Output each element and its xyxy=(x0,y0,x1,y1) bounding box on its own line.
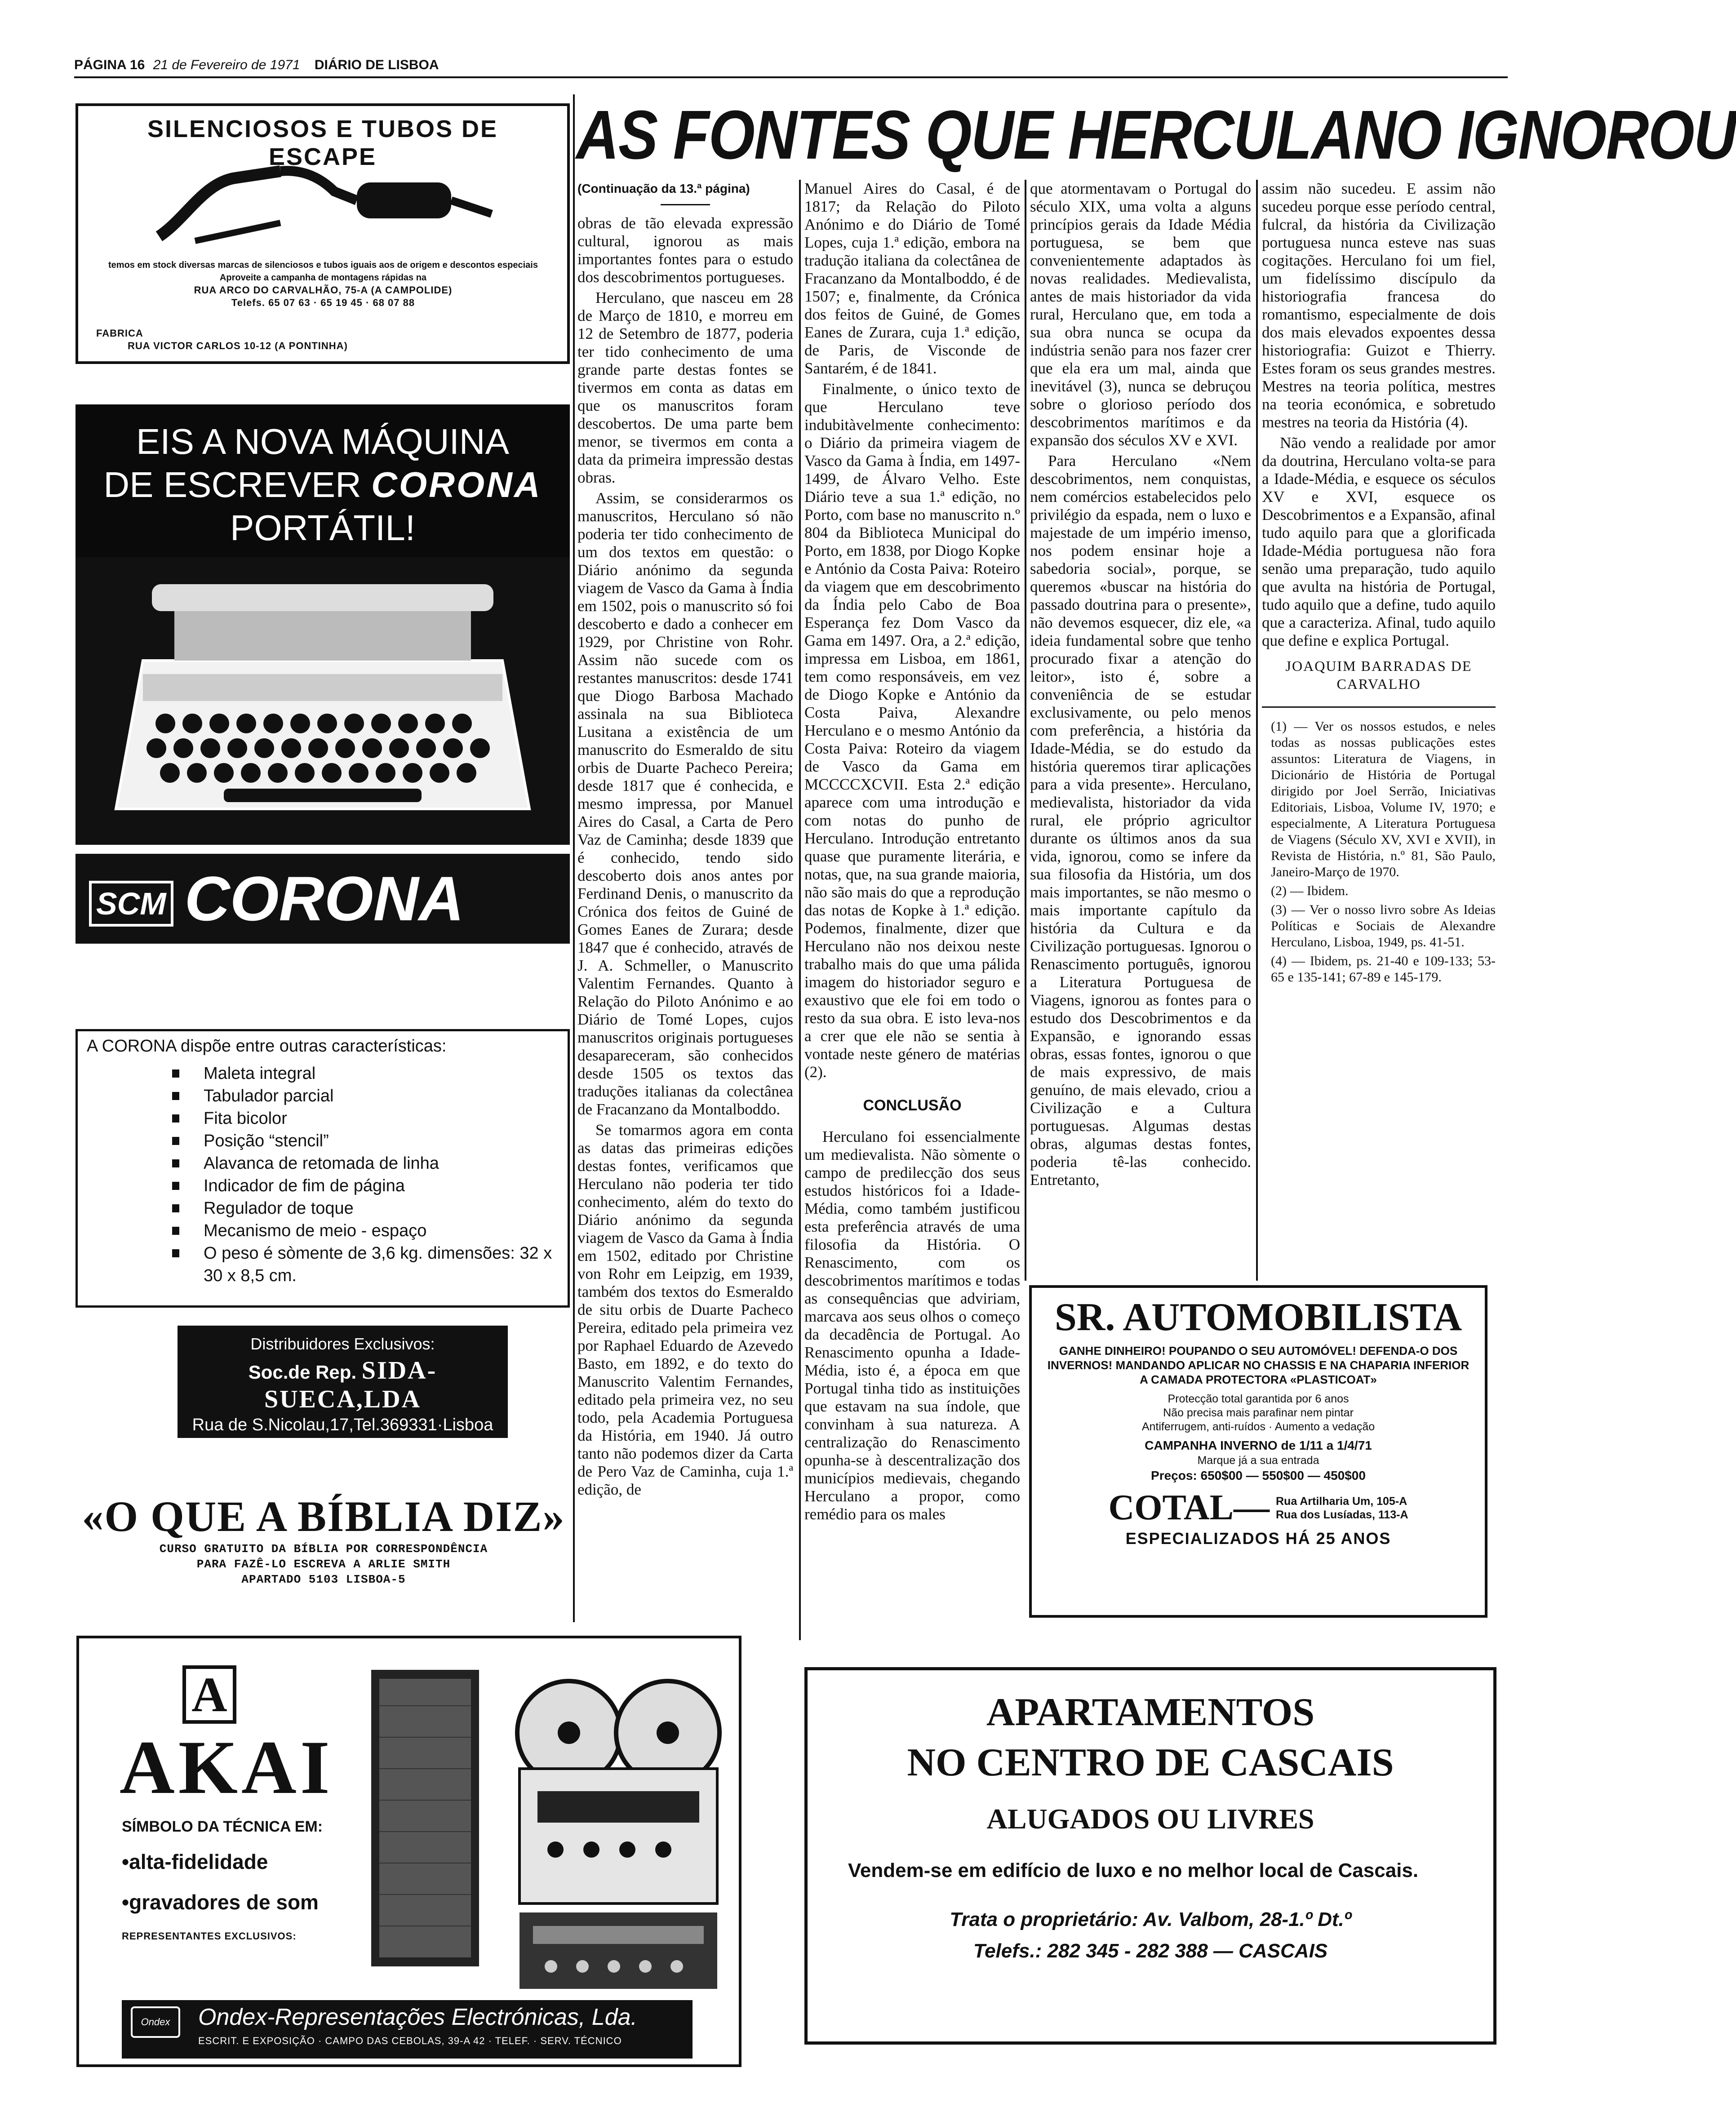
newspaper-name: DIÁRIO DE LISBOA xyxy=(314,58,439,72)
ad-auto-appointment: Marque já a sua entrada xyxy=(1197,1454,1319,1467)
article-paragraph: Não vendo a realidade por amor da doutrina, Herculano volta-se para a Idade-Média, e esquece os séculos XV e XVI, esquece os Descobrimentos e a Expansão, afinal tudo aquilo para que a glorificada Idade-Média portuguesa não fora senão uma preparação, tudo aquilo que avulta na história de Portugal, tudo aquilo que a define, tudo aquilo que a caracteriza. Afinal, tudo aquilo que define e explica Portugal. xyxy=(1262,434,1496,649)
column-rule xyxy=(1025,180,1026,1281)
feature-item: Posição “stencil” xyxy=(172,1130,559,1152)
article-paragraph: Para Herculano «Nem descobrimentos, nem conquistas, nem comércios estabelecidos pelo privilégio da espada, nem o luxo e majestade de um império imenso, nos podem ensinar hoje a sabedoria social», porque, se queremos «buscar na história do passado doutrina para o presente», não devemos esquecer, diz ele, «a ideia fundamental sobre que tenho procurado fixar a atenção do leitor», isto é, sobre a conveniência de se estudar exclusivamente, ou pelo menos com preferência, a história da Idade-Média, se do estudo da história queremos tirar aplicações para a vida presente». Herculano, medievalista, historiador da vida rural, ele próprio agricultor durante os últimos anos da sua vida, ignorou, como se infere da sua filosofia da História, um dos mais importantes, se não mesmo o mais importante capítulo da história da Cultura e da Civilização portuguesas. Ignorou o Renascimento português, ignorou a Literatura Portuguesa de Viagens, ignorou as fontes para o estudo dos Descobrimentos e da Expansão, e ignorando essas obras, essas fontes, ignorou o que de mais expressivo, de mais genuíno, de mais elevado, criou a Civilização e a Cultura portuguesas. Algumas destas obras, algumas destas fontes, poderia tê-las conhecido. Entretanto, xyxy=(1030,452,1251,1189)
ad-auto-campaign: CAMPANHA INVERNO de 1/11 a 1/4/71 xyxy=(1145,1438,1372,1452)
ad-biblia-line3: APARTADO 5103 LISBOA-5 xyxy=(241,1573,406,1586)
article-column-1 xyxy=(577,180,793,1501)
ad-apart-owner: Trata o proprietário: Av. Valbom, 28-1.º Dt.º xyxy=(950,1908,1351,1930)
page-date: 21 de Fevereiro de 1971 xyxy=(153,58,300,72)
article-paragraph: obras de tão elevada expressão cultural, ignorou as mais importantes fontes para o estudo dos descobrimentos portugueses. xyxy=(577,214,793,286)
ad-auto-line: Antiferrugem, anti-ruídos · Aumento a vedação xyxy=(1141,1420,1375,1433)
footnote: (2) — Ibidem. xyxy=(1271,883,1349,898)
footnote: (1) — Ver os nossos estudos, e neles todas as nossas publicações estes assuntos: Literatura de Viagens, in Dicionário de História de Portugal dirigido por Joel Serrão, Iniciativas Editoriais, Lisboa, Volume IV, 1970; e especialmente, A Literatura Portuguesa de Viagens (Século XV, XVI e XVII), in Revista de História, n.º 81, São Paulo, Janeiro-Março de 1970. xyxy=(1271,719,1496,879)
typewriter-photo xyxy=(75,557,570,845)
ad-auto-footer: ESPECIALIZADOS HÁ 25 ANOS xyxy=(1125,1529,1391,1548)
cotal-address: Rua Artilharia Um, 105-A xyxy=(1276,1495,1407,1508)
cotal-addresses xyxy=(1276,1495,1408,1522)
cotal-name: COTAL— xyxy=(1108,1488,1270,1527)
ad-apartamentos xyxy=(804,1667,1496,2045)
ad-biblia xyxy=(76,1492,571,1609)
ad-apart-body: Vendem-se em edifício de luxo e no melhor local de Cascais. xyxy=(848,1859,1419,1881)
akai-brand: AKAI xyxy=(120,1725,333,1810)
article-paragraph: Assim, se considerarmos os manuscritos, Herculano só não poderia ter tido conhecimento de um dos textos em questão: o Diário anónimo da segunda viagem de Vasco da Gama à Índia em 1502, pois o manuscrito só foi descoberto e dado a conhecer em 1929, por Christine von Rohr. Assim não sucede com os restantes manuscritos: desde 1741 que Diogo Barbosa Machado assinala na sua Biblioteca Lusitana a existência de um manuscrito do Esmeraldo de situ orbis de Duarte Pacheco Pereira; desde 1817 que é conhecida, e mesmo impressa, por Manuel Aires do Casal, a Carta de Pero Vaz de Caminha; desde 1839 que é conhecido, tendo sido descoberto dois anos antes por Ferdinand Denis, o manuscrito da Crónica dos feitos de Guiné de Gomes Eanes de Zurara; desde 1847 que é conhecido, através de J. A. Schmeller, o Manuscrito Valentim Fernandes. Quanto à Relação do Piloto Anónimo e ao Diário de Tomé Lopes, cujos manuscritos originais portugueses desapareceram, são conhecidos desde 1505 os textos das traduções italianas da colectânea de Fracanzano da Montalboddo. xyxy=(577,489,793,1118)
features-intro: A CORONA dispõe entre outras características: xyxy=(87,1037,447,1056)
article-paragraph: Manuel Aires do Casal, é de 1817; da Relação do Piloto Anónimo e do Diário de Tomé Lopes, cuja 1.ª edição, embora na tradução italiana da colectânea de Fracanzano da Montalboddo, é de 1507; e, finalmente, da Crónica dos feitos de Guiné, de Gomes Eanes de Zurara, cuja 1.ª edição, de Paris, de Visconde de Santarém, é de 1841. xyxy=(804,180,1020,377)
feature-item: Tabulador parcial xyxy=(172,1085,559,1107)
fabrica-label: FABRICA xyxy=(96,328,143,339)
ad-silenciosos-body xyxy=(96,259,550,309)
akai-item-hifi: •alta-fidelidade xyxy=(122,1850,268,1873)
ad-apart-contact xyxy=(808,1904,1493,1967)
ad-auto-prices: Preços: 650$00 — 550$00 — 450$00 xyxy=(1151,1469,1366,1482)
ad-corona-line2 xyxy=(75,463,570,506)
footnote: (4) — Ibidem, ps. 21-40 e 109-133; 53-65 e 135-141; 67-89 e 145-179. xyxy=(1271,954,1496,985)
article-column-4 xyxy=(1262,180,1496,988)
ad-biblia-line2: PARA FAZÊ-LO ESCREVA A ARLIE SMITH xyxy=(196,1557,451,1571)
akai-reps: REPRESENTANTES EXCLUSIVOS: xyxy=(122,1930,297,1942)
article-paragraph: que atormentavam o Portugal do século XIX, uma volta a alguns princípios gerais da Idade Média portuguesa, se bem que convenientemente adaptados às novas realidades. Medievalista, antes de mais historiador da vida rural, Herculano que, em toda a sua obra nunca se ocupa da indústria senão para nos fazer crer que ela era um mal, ainda que inevitável (3), nunca se debruçou sobre o glorioso período dos descobrimentos marítimos e da expansão dos séculos XV e XVI. xyxy=(1030,180,1251,449)
ad-corona-brand: CORONA xyxy=(371,465,542,505)
cotal-brand-block xyxy=(1043,1487,1473,1528)
speaker-cabinet-photo xyxy=(367,1665,484,1971)
ad-auto-line: Protecção total garantida por 6 anos xyxy=(1168,1393,1349,1405)
ad-corona-line1: EIS A NOVA MÁQUINA xyxy=(136,422,509,461)
feature-item: Mecanismo de meio - espaço xyxy=(172,1220,559,1242)
fabrica-address: RUA VICTOR CARLOS 10-12 (A PONTINHA) xyxy=(128,340,348,351)
exhaust-pipe-illustration xyxy=(132,151,501,250)
tape-recorder-photo xyxy=(506,1670,731,1993)
corona-logo-word: CORONA xyxy=(184,863,464,934)
column-rule xyxy=(573,94,575,1622)
page-header xyxy=(74,58,568,76)
akai-offices: ESCRIT. E EXPOSIÇÃO · CAMPO DAS CEBOLAS, 39-A 42 · TELEF. · SERV. TÉCNICO xyxy=(198,2035,622,2046)
article-subhead: CONCLUSÃO xyxy=(863,1097,962,1114)
dist-address: Rua de S.Nicolau,17,Tel.369331·Lisboa xyxy=(192,1415,493,1434)
column-rule xyxy=(799,180,801,1640)
page-number: PÁGINA 16 xyxy=(74,58,145,72)
article-signature: JOAQUIM BARRADAS DE CARVALHO xyxy=(1285,658,1472,692)
corona-logo xyxy=(75,854,570,944)
akai-representative-bar xyxy=(122,2000,693,2059)
ad-silenciosos-address: RUA ARCO DO CARVALHÃO, 75-A (A CAMPOLIDE) xyxy=(194,284,453,296)
ad-silenciosos-text: temos em stock diversas marcas de silenciosos e tubos iguais aos de origem e descontos especiais Aproveite a campanha de montagens rápidas na xyxy=(108,260,538,283)
ad-auto-line: Não precisa mais parafinar nem pintar xyxy=(1163,1407,1354,1419)
dist-label: Distribuidores Exclusivos: xyxy=(250,1335,435,1353)
ad-silenciosos-title: SILENCIOSOS E TUBOS DE ESCAPE xyxy=(147,115,498,170)
feature-item: Alavanca de retomada de linha xyxy=(172,1152,559,1175)
scm-logo-mark: SCM xyxy=(89,881,173,927)
footnote: (3) — Ver o nosso livro sobre As Ideias Políticas e Sociais de Alexandre Herculano, Lisboa, 1949, ps. 41-51. xyxy=(1271,902,1496,950)
ad-auto-sub: GANHE DINHEIRO! POUPANDO O SEU AUTOMÓVEL! DEFENDA-O DOS INVERNOS! MANDANDO APLICAR NO CHASSIS E NA CHAPARIA INFERIOR A CAMADA PROTECTORA «PLASTICOAT» xyxy=(1047,1344,1470,1386)
ad-auto-title: SR. AUTOMOBILISTA xyxy=(1054,1296,1462,1339)
continuation-note: (Continuação da 13.ª página) xyxy=(577,182,750,195)
ad-corona-distributor xyxy=(178,1326,508,1461)
article-paragraph: Herculano, que nasceu em 28 de Março de 1810, e morreu em 12 de Setembro de 1877, poderia ter tido conhecimento de uma grande parte destas fontes se tivermos em conta as datas em que os manuscritos foram descobertos. De uma parte bem menor, se tivermos em conta a data da primeira impressão destas obras. xyxy=(577,289,793,486)
article-paragraph: Se tomarmos agora em conta as datas das primeiras edições destas fontes, verificamos que Herculano não poderia ter tido conhecimento, além do texto do Diário anónimo da segunda viagem de Vasco da Gama à Índia em 1502, editado por Christine von Rohr em Leipzig, em 1939, também dos textos do Esmeraldo de situ orbis de Duarte Pacheco Pereira, editado pela primeira vez por Raphael Eduardo de Azevedo Basto, em 1892, e do texto do Manuscrito Valentim Fernandes, editado pela primeira vez, no seu todo, pela Academia Portuguesa da História, em 1940. Já outro tanto não podemos dizer da Carta de Pero Vaz de Caminha, cuja 1.ª edição, de xyxy=(577,1121,793,1498)
ad-apart-sub: ALUGADOS OU LIVRES xyxy=(986,1803,1314,1835)
short-rule xyxy=(661,204,710,205)
dist-prefix: Soc.de Rep. xyxy=(248,1362,357,1383)
header-rule xyxy=(74,76,1508,78)
column-rule xyxy=(1256,180,1258,1281)
akai-company: Ondex-Representações Electrónicas, Lda. xyxy=(198,2004,637,2030)
akai-item-recorders: •gravadores de som xyxy=(122,1890,319,1914)
ad-corona-line3: PORTÁTIL! xyxy=(230,508,415,548)
ad-biblia-line1: CURSO GRATUITO DA BÍBLIA POR CORRESPONDÊNCIA xyxy=(159,1542,488,1556)
feature-item: Maleta integral xyxy=(172,1062,559,1085)
article-column-2 xyxy=(804,180,1020,1526)
cotal-address: Rua dos Lusíadas, 113-A xyxy=(1276,1508,1408,1521)
article-paragraph: Herculano foi essencialmente um medievalista. Não sòmente o campo de predilecção dos seus estudos históricos foi a Idade-Média, como também justificou esta preferência através de uma filosofia da História. O Renascimento, com os descobrimentos marítimos e todas as consequências que adviriam, marcava aos seus olhos o começo da decadência de Portugal. Ao Renascimento opunha a Idade-Média, isto é, a época em que Portugal tinha tido as instituições que estavam na sua índole, que convinham à sua natureza. A centralização do Renascimento opunha-se à descentralização dos municípios medievais, chegando Herculano a propor, como remédio para os males xyxy=(804,1128,1020,1523)
feature-item: Regulador de toque xyxy=(172,1197,559,1220)
ad-corona-features xyxy=(75,1029,570,1308)
akai-logo-icon: A xyxy=(182,1665,236,1724)
feature-item: Indicador de fim de página xyxy=(172,1175,559,1197)
dist-name: SIDA-SUECA,LDA xyxy=(264,1357,437,1413)
ad-apart-title-2: NO CENTRO DE CASCAIS xyxy=(907,1741,1394,1784)
article-paragraph: assim não sucedeu. E assim não sucedeu porque esse período central, fulcral, da história da Civilização portuguesa nunca esteve nas suas cogitações. Herculano foi um fiel, um fidelíssimo discípulo da historiografia francesa do romantismo, especialmente de dois dos mais elevados expoentes dessa historiografia: Guizot e Thierry. Estes foram os seus grandes mestres. Mestres na teoria política, mestres na teoria económica, e sobretudo mestres na teoria da História (4). xyxy=(1262,180,1496,431)
article-title: AS FONTES QUE HERCULANO IGNOROU xyxy=(576,96,1736,173)
ad-corona-headline xyxy=(75,404,570,557)
ad-apart-phones: Telefs.: 282 345 - 282 388 — CASCAIS xyxy=(973,1940,1328,1962)
features-list xyxy=(172,1062,559,1287)
ad-akai xyxy=(76,1636,741,2067)
ondex-logo: Ondex xyxy=(131,2006,180,2038)
ad-apart-title-1: APARTAMENTOS xyxy=(986,1690,1315,1734)
ad-corona-line2-prefix: DE ESCREVER xyxy=(103,465,361,505)
ad-silenciosos-phones: Telefs. 65 07 63 · 65 19 45 · 68 07 88 xyxy=(231,297,415,308)
ad-silenciosos-fabrica xyxy=(96,327,550,352)
ad-corona xyxy=(75,404,570,1034)
feature-item: O peso é sòmente de 3,6 kg. dimensões: 32 x 30 x 8,5 cm. xyxy=(172,1242,559,1287)
article-column-3 xyxy=(1030,180,1251,1192)
akai-tagline: SÍMBOLO DA TÉCNICA EM: xyxy=(122,1818,323,1835)
ad-automobilista xyxy=(1029,1285,1487,1618)
feature-item: Fita bicolor xyxy=(172,1107,559,1130)
dist-cta: ★ Consulte o seu fornecedor xyxy=(238,1443,447,1461)
dist-company xyxy=(178,1356,508,1414)
ad-biblia-title: «O QUE A BÍBLIA DIZ» xyxy=(82,1492,565,1540)
article-paragraph: Finalmente, o único texto de que Herculano teve indubitàvelmente conhecimento: o Diário da primeira viagem de Vasco da Gama à Índia, em 1497-1499, de Álvaro Velho. Este Diário teve a sua 1.ª edição, no Porto, com base no manuscrito n.º 804 da Biblioteca Municipal do Porto, em 1838, por Diogo Kopke e António da Costa Paiva: Roteiro da viagem que em descobrimento da Índia pelo Cabo de Boa Esperança fez Dom Vasco da Gama em 1497. Ora, a 2.ª edição, impressa em Lisboa, em 1861, tem como responsáveis, em vez de Diogo Kopke e António da Costa Paiva, Alexandre Herculano e o mesmo António da Costa Paiva: Roteiro da viagem de Vasco da Gama em MCCCCXCVII. Esta 2.ª edição aparece com uma introdução e com notas do punho de Herculano. Introdução entretanto quase que puramente literária, e notas, que, na sua grande maioria, não são mais do que a reprodução das notas de Kopke à 1.ª edição. Podemos, finalmente, dizer que Herculano não nos deixou neste trabalho mais do que uma pálida imagem do historiador seguro e exaustivo que ele foi em todo o resto da sua obra. E isto leva-nos a crer que ele não se sentia à vontade neste género de matérias (2). xyxy=(804,380,1020,1081)
notes-rule xyxy=(1262,706,1496,708)
ad-silenciosos xyxy=(75,103,570,364)
